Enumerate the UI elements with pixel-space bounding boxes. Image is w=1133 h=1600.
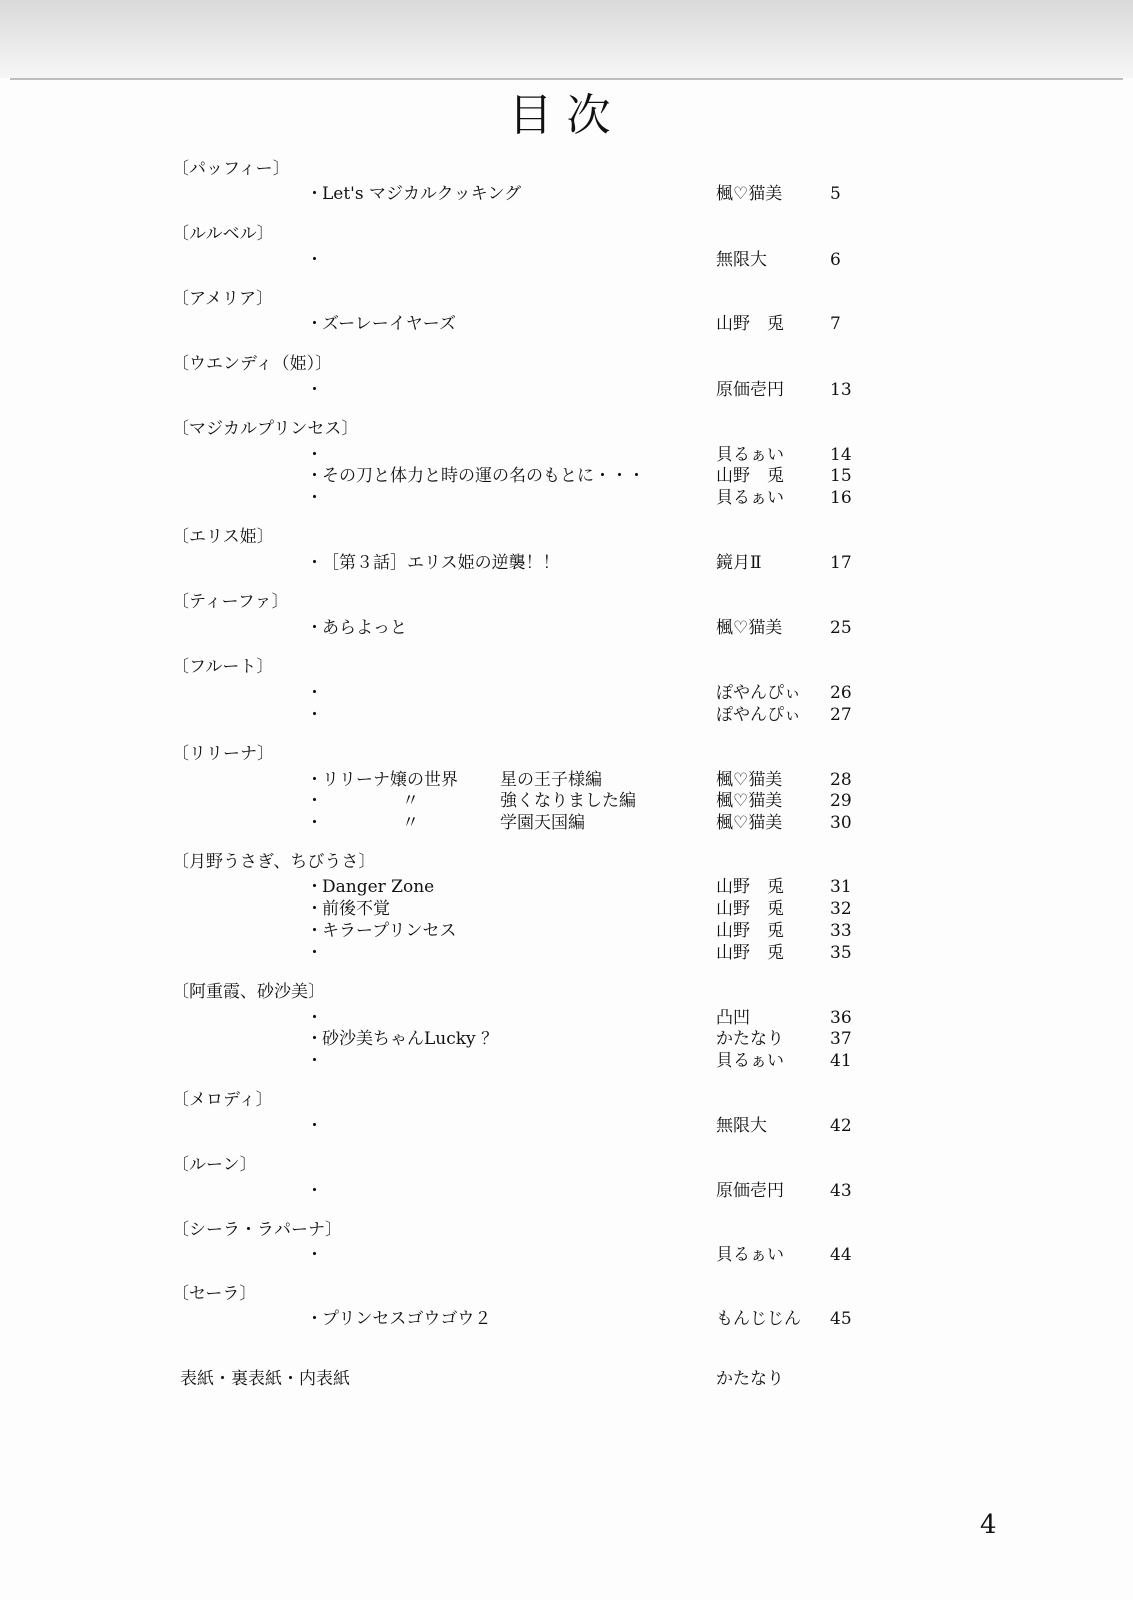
category-heading: 〔阿重霞、砂沙美〕 bbox=[172, 982, 325, 1002]
entry-author: もんじじん bbox=[716, 1309, 801, 1329]
toc-entry bbox=[0, 876, 1133, 898]
entry-bullet: ・ bbox=[306, 813, 323, 833]
toc-entry bbox=[0, 1180, 1133, 1202]
entry-title: あらよっと bbox=[322, 618, 407, 638]
entry-page: 28 bbox=[830, 770, 852, 790]
entry-title: ［第３話］エリス姫の逆襲！！ bbox=[322, 553, 560, 573]
ditto-mark: 〃 bbox=[402, 791, 419, 811]
entry-author: 山野 兎 bbox=[716, 877, 784, 897]
entry-title: Danger Zone bbox=[322, 877, 435, 897]
entry-page: 17 bbox=[830, 553, 852, 573]
toc-entry bbox=[0, 682, 1133, 704]
toc-entry bbox=[0, 769, 1133, 791]
entry-author: 貝るぁい bbox=[716, 488, 784, 508]
entry-bullet: ・ bbox=[306, 791, 323, 811]
entry-author: ぽやんぴぃ bbox=[716, 683, 801, 703]
entry-page: 36 bbox=[830, 1008, 852, 1028]
toc-entry bbox=[0, 552, 1133, 574]
category-heading: 〔ウエンディ（姫）〕 bbox=[172, 354, 333, 374]
entry-bullet: ・ bbox=[306, 1116, 323, 1136]
entry-bullet: ・ bbox=[306, 250, 323, 270]
category-heading: 〔フルート〕 bbox=[172, 657, 274, 677]
entry-page: 35 bbox=[830, 943, 852, 963]
entry-page: 25 bbox=[830, 618, 852, 638]
toc-entry bbox=[0, 1028, 1133, 1050]
entry-page: 5 bbox=[830, 184, 841, 204]
category-heading: 〔エリス姫〕 bbox=[172, 527, 274, 547]
toc-entry bbox=[0, 379, 1133, 401]
toc-entry bbox=[0, 249, 1133, 271]
entry-bullet: ・ bbox=[306, 1029, 323, 1049]
entry-page: 43 bbox=[830, 1181, 852, 1201]
category-heading: 〔ルルベル〕 bbox=[172, 224, 274, 244]
entry-bullet: ・ bbox=[306, 184, 323, 204]
entry-author: 貝るぁい bbox=[716, 1051, 784, 1071]
toc-entry bbox=[0, 1050, 1133, 1072]
entry-author: 楓♡猫美 bbox=[716, 791, 783, 811]
toc-entry bbox=[0, 790, 1133, 812]
entry-page: 45 bbox=[830, 1309, 852, 1329]
category-heading: 〔アメリア〕 bbox=[172, 289, 273, 309]
entry-page: 37 bbox=[830, 1029, 852, 1049]
entry-author: ぽやんぴぃ bbox=[716, 705, 801, 725]
entry-title: ズーレーイヤーズ bbox=[322, 314, 456, 334]
entry-author: 無限大 bbox=[716, 1116, 767, 1136]
entry-bullet: ・ bbox=[306, 1245, 323, 1265]
entry-bullet: ・ bbox=[306, 488, 323, 508]
entry-page: 26 bbox=[830, 683, 852, 703]
toc-entry bbox=[0, 1244, 1133, 1266]
entry-author: 原価壱円 bbox=[716, 1181, 784, 1201]
category-heading: 〔マジカルプリンセス〕 bbox=[172, 419, 359, 439]
entry-author: 山野 兎 bbox=[716, 314, 784, 334]
toc-entry bbox=[0, 1308, 1133, 1330]
entry-author: 凸凹 bbox=[716, 1008, 750, 1028]
entry-author: 山野 兎 bbox=[716, 943, 784, 963]
toc-entry bbox=[0, 183, 1133, 205]
category-heading: 〔シーラ・ラパーナ〕 bbox=[172, 1220, 342, 1240]
entry-author: 貝るぁい bbox=[716, 1245, 784, 1265]
entry-page: 15 bbox=[830, 466, 852, 486]
entry-bullet: ・ bbox=[306, 1309, 323, 1329]
cover-credits bbox=[0, 1368, 1133, 1390]
entry-title: 前後不覚 bbox=[322, 899, 390, 919]
toc-entry bbox=[0, 812, 1133, 834]
toc-entry bbox=[0, 617, 1133, 639]
category-heading: 〔パッフィー〕 bbox=[172, 159, 290, 179]
toc-entry bbox=[0, 444, 1133, 466]
toc-entry bbox=[0, 704, 1133, 726]
entry-bullet: ・ bbox=[306, 1051, 323, 1071]
entry-author: 貝るぁい bbox=[716, 445, 784, 465]
entry-author: 原価壱円 bbox=[716, 380, 784, 400]
toc-entry bbox=[0, 942, 1133, 964]
entry-bullet: ・ bbox=[306, 683, 323, 703]
entry-author: 無限大 bbox=[716, 250, 767, 270]
entry-page: 33 bbox=[830, 921, 852, 941]
entry-title: プリンセスゴウゴウ２ bbox=[322, 1309, 492, 1329]
page-title: 目次 bbox=[508, 90, 625, 141]
ditto-mark: 〃 bbox=[402, 813, 419, 833]
category-heading: 〔リリーナ〕 bbox=[172, 744, 274, 764]
entry-title: 砂沙美ちゃんLucky ？ bbox=[322, 1029, 499, 1049]
entry-author: 山野 兎 bbox=[716, 899, 784, 919]
entry-page: 13 bbox=[830, 380, 852, 400]
entry-page: 27 bbox=[830, 705, 852, 725]
entry-bullet: ・ bbox=[306, 618, 323, 638]
entry-page: 44 bbox=[830, 1245, 852, 1265]
entry-page: 6 bbox=[830, 250, 841, 270]
entry-page: 42 bbox=[830, 1116, 852, 1136]
entry-bullet: ・ bbox=[306, 705, 323, 725]
toc-entry bbox=[0, 1115, 1133, 1137]
entry-title: その刀と体力と時の運の名のもとに・・・ bbox=[322, 466, 645, 486]
page-number: 4 bbox=[980, 1510, 997, 1540]
entry-author: 楓♡猫美 bbox=[716, 184, 783, 204]
entry-author: 楓♡猫美 bbox=[716, 813, 783, 833]
category-heading: 〔セーラ〕 bbox=[172, 1284, 257, 1304]
toc-entry bbox=[0, 1007, 1133, 1029]
entry-bullet: ・ bbox=[306, 553, 323, 573]
entry-title: リリーナ嬢の世界 bbox=[322, 770, 458, 790]
entry-page: 31 bbox=[830, 877, 852, 897]
toc-entry bbox=[0, 487, 1133, 509]
toc-entry bbox=[0, 920, 1133, 942]
entry-author: 楓♡猫美 bbox=[716, 618, 783, 638]
entry-page: 29 bbox=[830, 791, 852, 811]
toc-entry bbox=[0, 898, 1133, 920]
category-heading: 〔ティーファ〕 bbox=[172, 592, 289, 612]
entry-page: 7 bbox=[830, 314, 841, 334]
entry-bullet: ・ bbox=[306, 921, 323, 941]
entry-bullet: ・ bbox=[306, 380, 323, 400]
entry-bullet: ・ bbox=[306, 943, 323, 963]
entry-page: 32 bbox=[830, 899, 852, 919]
entry-bullet: ・ bbox=[306, 899, 323, 919]
category-heading: 〔月野うさぎ、ちびうさ〕 bbox=[172, 852, 376, 872]
entry-bullet: ・ bbox=[306, 770, 323, 790]
entry-title: キラープリンセス bbox=[322, 921, 457, 941]
entry-subtitle: 強くなりました編 bbox=[500, 791, 636, 811]
entry-title: Let's マジカルクッキング bbox=[322, 184, 522, 204]
entry-author: 楓♡猫美 bbox=[716, 770, 783, 790]
category-heading: 〔ルーン〕 bbox=[172, 1155, 257, 1175]
toc-entry bbox=[0, 313, 1133, 335]
entry-bullet: ・ bbox=[306, 1008, 323, 1028]
category-heading: 〔メロディ〕 bbox=[172, 1090, 273, 1110]
entry-author: 山野 兎 bbox=[716, 921, 784, 941]
entry-page: 30 bbox=[830, 813, 852, 833]
cover-credits-author: かたなり bbox=[716, 1369, 784, 1389]
entry-page: 16 bbox=[830, 488, 852, 508]
entry-author: 山野 兎 bbox=[716, 466, 784, 486]
entry-author: 鏡月Ⅱ bbox=[716, 553, 762, 573]
entry-bullet: ・ bbox=[306, 445, 323, 465]
entry-subtitle: 星の王子様編 bbox=[500, 770, 602, 790]
entry-bullet: ・ bbox=[306, 314, 323, 334]
entry-author: かたなり bbox=[716, 1029, 784, 1049]
entry-page: 14 bbox=[830, 445, 852, 465]
entry-bullet: ・ bbox=[306, 877, 323, 897]
cover-credits-label: 表紙・裏表紙・内表紙 bbox=[180, 1369, 350, 1389]
toc-entry bbox=[0, 465, 1133, 487]
entry-bullet: ・ bbox=[306, 466, 323, 486]
entry-page: 41 bbox=[830, 1051, 852, 1071]
entry-subtitle: 学園天国編 bbox=[500, 813, 585, 833]
entry-bullet: ・ bbox=[306, 1181, 323, 1201]
